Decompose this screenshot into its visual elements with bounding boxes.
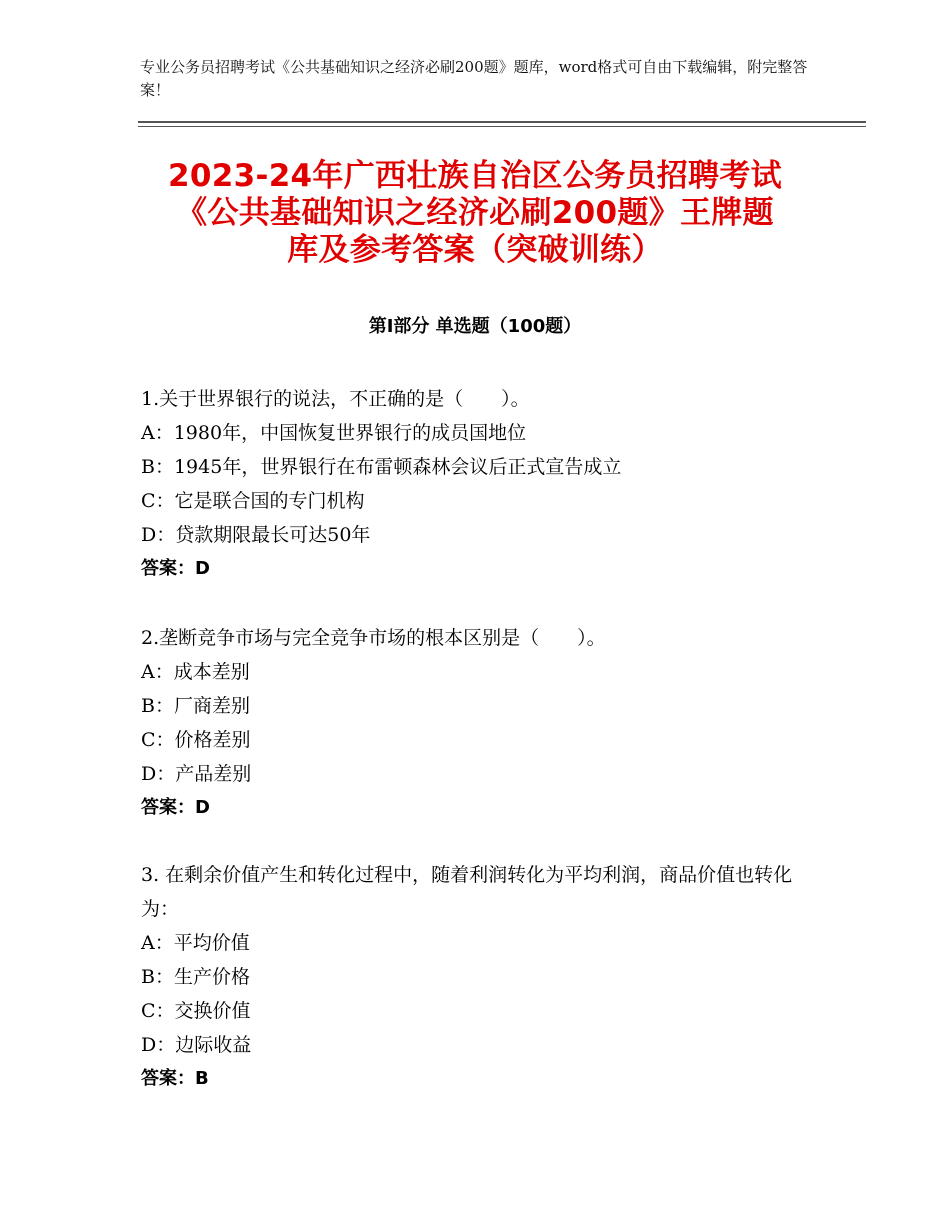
option-b: B：1945年，世界银行在布雷顿森林会议后正式宣告成立 [141, 456, 622, 478]
document-title [100, 158, 850, 269]
option-d: D：产品差别 [141, 763, 252, 785]
header-note: 专业公务员招聘考试《公共基础知识之经济必刷200题》题库，word格式可自由下载编辑，附完整答案！ [140, 58, 808, 99]
answer-label: 答案：D [141, 558, 210, 579]
option-c: C：交换价值 [141, 1000, 251, 1022]
option-b: B：生产价格 [141, 966, 250, 988]
answer-label: 答案：D [141, 797, 210, 818]
question-stem: 2.垄断竞争市场与完全竞争市场的根本区别是（ ）。 [141, 627, 606, 649]
option-d: D：边际收益 [141, 1034, 252, 1056]
question-stem: 1.关于世界银行的说法，不正确的是（ ）。 [141, 388, 530, 410]
option-d: D：贷款期限最长可达50年 [141, 524, 371, 546]
section-heading: 第Ⅰ部分 单选题（100题） [368, 316, 582, 337]
question-item [141, 621, 821, 825]
header-divider-thin [138, 126, 866, 127]
question-stem: 3. 在剩余价值产生和转化过程中，随着利润转化为平均利润，商品价值也转化为： [141, 864, 793, 920]
option-a: A：成本差别 [141, 661, 250, 683]
option-c: C：价格差别 [141, 729, 251, 751]
option-b: B：厂商差别 [141, 695, 250, 717]
title-line-2: 《公共基础知识之经济必刷200题》王牌题 [176, 195, 774, 231]
header-divider-thick [138, 121, 866, 123]
option-c: C：它是联合国的专门机构 [141, 490, 365, 512]
answer-label: 答案：B [141, 1068, 209, 1089]
question-item [141, 382, 821, 586]
option-a: A：1980年，中国恢复世界银行的成员国地位 [141, 422, 527, 444]
question-item [141, 858, 821, 1096]
title-line-3: 库及参考答案（突破训练） [287, 232, 663, 268]
option-a: A：平均价值 [141, 932, 250, 954]
title-line-1: 2023-24年广西壮族自治区公务员招聘考试 [168, 158, 782, 194]
